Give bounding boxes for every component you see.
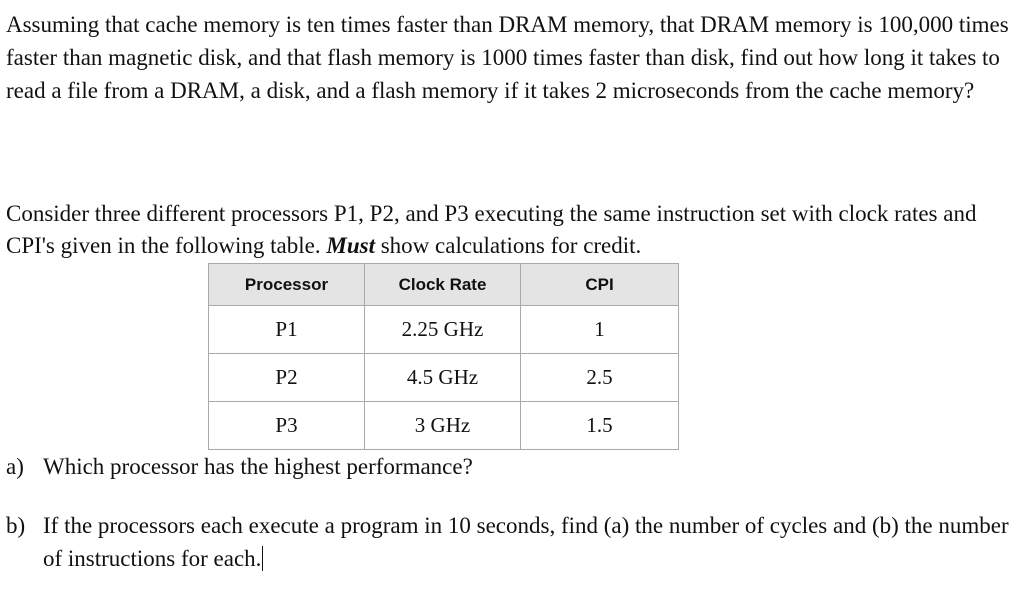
subquestion-a-text: Which processor has the highest performance? (43, 454, 473, 479)
table-row (209, 354, 679, 402)
subquestion-b-text: If the processors each execute a program in 10 seconds, find (a) the number of cycles and (b) the number of instructions for each. (43, 513, 1009, 571)
cell-processor: P2 (209, 354, 365, 402)
cell-clock-rate: 4.5 GHz (365, 354, 521, 402)
header-cpi: CPI (521, 264, 679, 306)
header-clock-rate: Clock Rate (365, 264, 521, 306)
cell-processor: P3 (209, 402, 365, 450)
cell-clock-rate: 2.25 GHz (365, 306, 521, 354)
text-cursor (262, 546, 263, 571)
table-row (209, 306, 679, 354)
subquestion-b-label: b) (6, 513, 26, 538)
cell-cpi: 1.5 (521, 402, 679, 450)
subquestion-a-label: a) (6, 454, 24, 479)
question-2-intro-end: show calculations for credit. (374, 233, 642, 258)
question-1-text: Assuming that cache memory is ten times faster than DRAM memory, that DRAM memory is 100,000 times faster than magnetic disk, and that flash memory is 1000 times faster than disk, find out how long it takes to read a file from a DRAM, a disk, and a flash memory if it takes 2 microseconds from the cache memory? (6, 12, 1009, 103)
question-2-emphasis: Must (326, 233, 375, 258)
table-header-row (209, 264, 679, 306)
question-2-intro-start: Consider three different processors P1, P2, and P3 executing the same instruction set with clock rates and CPI's given in the following table. (6, 201, 977, 258)
question-2-intro (6, 198, 1016, 262)
table-row (209, 402, 679, 450)
cell-clock-rate: 3 GHz (365, 402, 521, 450)
cell-cpi: 2.5 (521, 354, 679, 402)
subquestion-b-body[interactable] (43, 509, 1013, 575)
cell-processor: P1 (209, 306, 365, 354)
header-processor: Processor (209, 264, 365, 306)
cell-cpi: 1 (521, 306, 679, 354)
processor-table (208, 263, 679, 450)
